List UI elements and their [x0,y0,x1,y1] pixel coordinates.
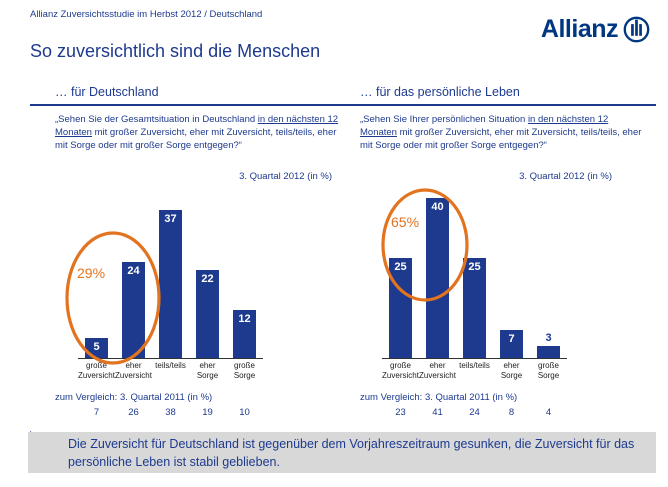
comparison-values-right [382,407,567,418]
comparison-value: 10 [239,407,250,418]
allianz-eagle-icon [623,16,650,43]
bar-slot [419,194,456,358]
bar-slot [152,194,189,358]
question-text: mit großer Zuversicht, eher mit Zuversicht, teils/teils, eher mit Sorge oder mit großer Sorge entgegen?“ [360,127,642,151]
period-label-right: 3. Quartal 2012 (in %) [519,171,612,182]
bar-slot [530,194,567,358]
bar-value-label: 3 [545,332,552,344]
category-labels-right [382,361,567,381]
bar-value-label: 12 [238,313,251,325]
section-header-persoenlich: … für das persönliche Leben [360,85,520,99]
bar-value-label: 24 [127,265,140,277]
comparison-value: 26 [128,407,139,418]
key-message-text: Die Zuversicht für Deutschland ist gegenüber dem Vorjahreszeitraum gesunken, die Zuversicht für das persönliche Leben ist stabil geblieben. [68,436,635,469]
comparison-value: 23 [395,407,406,418]
bar-slot [226,194,263,358]
bar-value-label: 22 [201,273,214,285]
category-label: große Zuversicht [78,361,115,380]
key-message-banner [28,432,656,473]
bar-slot [115,194,152,358]
question-deutschland [55,113,340,152]
comparison-value: 41 [432,407,443,418]
category-label: eher Zuversicht [115,361,152,380]
allianz-logo-text: Allianz [540,15,618,43]
category-label: große Zuversicht [382,361,419,380]
category-label: eher Zuversicht [419,361,456,380]
question-underlined-text: in den nächsten 12 Monaten [360,114,609,138]
category-label: große Sorge [537,361,560,380]
question-text: „Sehen Sie Ihrer persönlichen Situation [360,114,528,125]
bar-value-label: 25 [468,261,481,273]
bar-value-label: 7 [508,333,515,345]
comparison-label-left: zum Vergleich: 3. Quartal 2011 (in %) [55,392,213,403]
comparison-values-left [78,407,263,418]
question-persoenlich [360,113,645,152]
bar-value-label: 37 [164,213,177,225]
category-labels-left [78,361,263,381]
allianz-logo [541,15,650,44]
comparison-value: 24 [469,407,480,418]
highlight-percent-left: 29% [77,265,106,281]
comparison-value: 7 [93,407,100,418]
comparison-value: 4 [545,407,552,418]
comparison-value: 8 [508,407,515,418]
bar-value-label: 5 [93,341,100,353]
bar-value-label: 25 [394,261,407,273]
bar [426,198,449,358]
bar-chart-deutschland [78,194,263,359]
question-text: „Sehen Sie der Gesamtsituation in Deutschland [55,114,258,125]
highlight-percent-right: 65% [391,214,420,230]
category-label: eher Sorge [500,361,523,380]
question-underlined-text: in den nächsten 12 Monaten [55,114,339,138]
bar-slot [493,194,530,358]
comparison-label-right: zum Vergleich: 3. Quartal 2011 (in %) [360,392,518,403]
category-label: eher Sorge [196,361,219,380]
section-header-deutschland: … für Deutschland [55,85,159,99]
comparison-value: 19 [202,407,213,418]
period-label-left: 3. Quartal 2012 (in %) [239,171,332,182]
category-label: teils/teils [459,361,490,370]
bar [389,258,412,358]
bar-slot [456,194,493,358]
category-label: große Sorge [233,361,256,380]
question-text: mit großer Zuversicht, eher mit Zuversicht, teils/teils, eher mit Sorge oder mit großer Sorge entgegen?“ [55,127,337,151]
bar-slot [189,194,226,358]
bar [159,210,182,358]
bar [463,258,486,358]
page-title: So zuversichtlich sind die Menschen [30,41,321,61]
category-label: teils/teils [155,361,186,370]
header-divider [30,104,656,106]
bar [537,346,560,358]
comparison-value: 38 [165,407,176,418]
bar-value-label: 40 [431,201,444,213]
study-subtitle: Allianz Zuversichtsstudie im Herbst 2012 / Deutschland [30,9,263,20]
